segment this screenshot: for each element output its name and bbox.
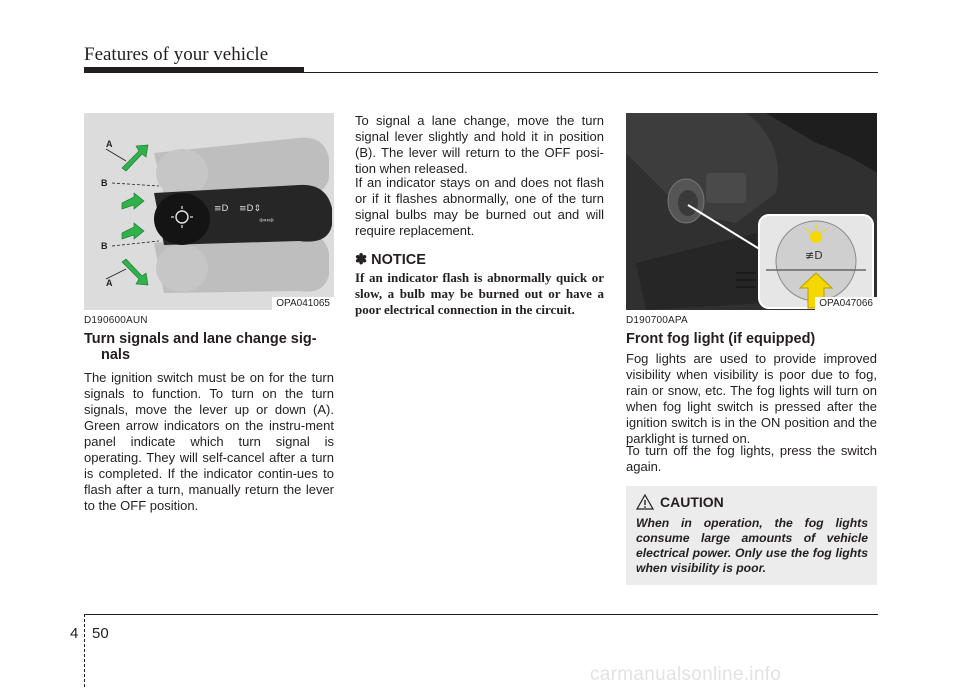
lane-change-paragraph: To signal a lane change, move the turn signal lever slightly and hold it in position (B). The lever will return to the OFF posi-tion when released. [355,113,604,176]
section-number: 4 [70,625,79,642]
footer-rule [84,614,878,615]
page-number: 50 [92,625,109,642]
page-header-title: Features of your vehicle [84,44,269,65]
fog-light-switch-figure [626,113,877,310]
section-code: D190600AUN [84,315,148,326]
turn-signal-lever-figure [84,113,334,310]
figure-label: OPA041065 [272,297,334,310]
caution-body-text: When in operation, the fog lights consume large amounts of vehicle electrical power. Only use the fog lights when visibility is poor. [636,516,868,575]
watermark: carmanualsonline.info [590,664,782,685]
figure-letter-b-bottom: B [101,241,108,251]
svg-text:≡D⇕: ≡D⇕ [239,204,262,214]
footer-separator [84,614,85,687]
section-code: D190700APA [626,315,688,326]
figure-letter-b-top: B [101,178,108,188]
svg-text:≢D: ≢D [805,249,823,262]
figure-label: OPA047066 [815,297,877,310]
notice-icon: ✽ [355,252,368,268]
indicator-paragraph: If an indicator stays on and does not flash or if it flashes abnormally, one of the turn signal bulbs may be burned out and will require replacement. [355,175,604,238]
notice-heading [355,252,426,268]
turn-signal-lever-illustration [84,113,334,310]
section-heading: Front fog light (if equipped) [626,331,816,347]
turn-signal-body-text: The ignition switch must be on for the turn signals to function. To turn on the turn signals, move the lever up or down (A). Green arrow indicators on the instru-ment panel indicate which turn signal is operating. They will self-cancel after a turn is completed. If the indicator contin-ues to flash after a turn, manually return the lever to the OFF position. [84,370,334,513]
section-heading-line2: nals [101,347,131,363]
figure-letter-a-bottom: A [106,278,113,288]
figure-letter-a-top: A [106,139,113,149]
svg-text:≡D: ≡D [214,204,229,214]
fog-light-off-paragraph: To turn off the fog lights, press the switch again. [626,443,877,474]
header-rule [84,72,878,73]
fog-light-paragraph: Fog lights are used to provide improved visibility when visibility is poor due to fog, rain or snow, etc. The fog lights will turn on when fog light switch is pressed after the ignition switch is in the ON position and the parklight is turned on. [626,351,877,446]
notice-title: NOTICE [371,252,426,268]
caution-title: CAUTION [660,494,724,510]
fog-light-illustration [626,113,877,310]
section-heading-line1: Turn signals and lane change sig- [84,331,317,347]
svg-text:⇦⇨: ⇦⇨ [259,216,275,226]
caution-box [626,486,877,585]
warning-triangle-icon [636,494,654,510]
notice-body-text: If an indicator flash is abnormally quick or slow, a bulb may be burned out or have a poor electrical connection in the circuit. [355,270,604,317]
